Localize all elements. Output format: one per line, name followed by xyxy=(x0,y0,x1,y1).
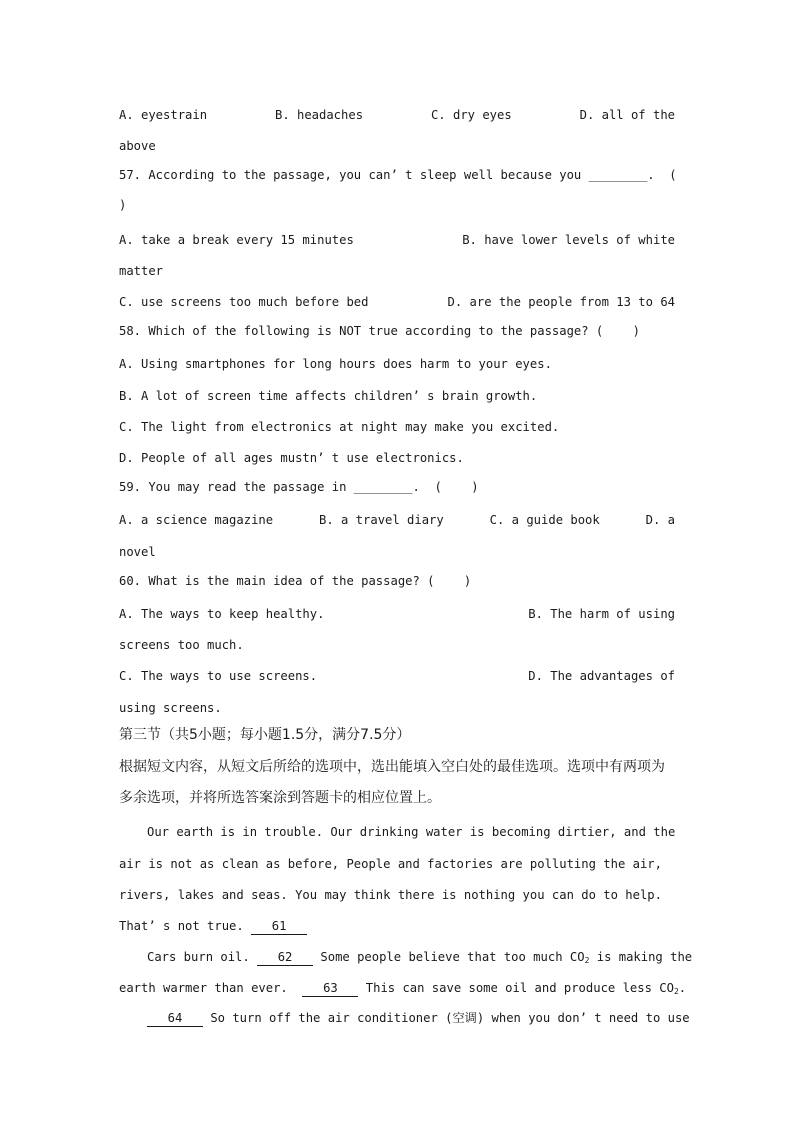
q59-option-b: B. a travel diary xyxy=(319,513,444,527)
passage-p1-line1: Our earth is in trouble. Our drinking water is becoming dirtier, and the xyxy=(147,825,676,839)
passage-p2-line2-a: earth warmer than ever. xyxy=(119,981,303,995)
q57-paren-close: ) xyxy=(119,198,127,212)
co2-subscript: 2 xyxy=(584,956,590,965)
passage-p2-line1-a: Cars burn oil. xyxy=(147,950,258,964)
section3-instructions-line2: 多余选项，并将所选答案涂到答题卡的相应位置上。 xyxy=(119,790,441,806)
q59-stem: 59. You may read the passage in ________. ( ) xyxy=(119,480,479,494)
blank-63: 63 xyxy=(302,980,358,997)
passage-p2-line1-b: Some people believe that too much CO xyxy=(313,950,585,964)
q59-options xyxy=(119,512,675,528)
q57-option-c: C. use screens too much before bed xyxy=(119,295,369,309)
q60-option-a: A. The ways to keep healthy. xyxy=(119,607,325,621)
q60-options-cd xyxy=(119,668,675,684)
blank-64: 64 xyxy=(147,1010,203,1027)
blank-61: 61 xyxy=(251,918,307,935)
q56-option-b: B. headaches xyxy=(274,108,364,122)
q56-option-a: A. eyestrain xyxy=(119,108,208,122)
q60-option-b: B. The harm of using xyxy=(528,607,675,621)
q57-option-a: A. take a break every 15 minutes xyxy=(119,233,354,247)
q58-option-c: C. The light from electronics at night may make you excited. xyxy=(119,420,560,434)
q57-option-d: D. are the people from 13 to 64 xyxy=(447,295,675,309)
q60-option-d-cont: using screens. xyxy=(119,701,222,715)
passage-p1-line3: rivers, lakes and seas. You may think there is nothing you can do to help. xyxy=(119,888,662,902)
q57-option-b: B. have lower levels of white xyxy=(462,233,675,247)
q56-option-d-cont: above xyxy=(119,139,156,153)
q60-option-d: D. The advantages of xyxy=(528,669,675,683)
q60-options-ab xyxy=(119,606,675,622)
q57-options-ab xyxy=(119,232,675,248)
q58-option-a: A. Using smartphones for long hours does harm to your eyes. xyxy=(119,357,552,371)
q59-option-c: C. a guide book xyxy=(489,513,600,527)
q59-option-d: D. a xyxy=(645,513,675,527)
q57-options-cd xyxy=(119,294,675,310)
section3-instructions-line1: 根据短文内容，从短文后所给的选项中，选出能填入空白处的最佳选项。选项中有两项为 xyxy=(119,759,665,775)
passage-p1-line4-text: That’ s not true. xyxy=(119,919,252,933)
passage-p3-line1 xyxy=(119,1010,690,1027)
passage-p2-line2 xyxy=(119,980,687,997)
q56-option-c: C. dry eyes xyxy=(430,108,512,122)
q60-option-b-cont: screens too much. xyxy=(119,638,244,652)
q57-option-b-cont: matter xyxy=(119,264,164,278)
passage-p2-line2-b: This can save some oil and produce less CO xyxy=(358,981,674,995)
q60-stem: 60. What is the main idea of the passage? ( ) xyxy=(119,574,472,588)
q59-option-d-cont: novel xyxy=(119,545,156,559)
passage-p1-line4 xyxy=(119,918,675,935)
co2-subscript: 2 xyxy=(673,987,679,996)
passage-p2-line2-c: . xyxy=(678,981,687,995)
q58-stem: 58. Which of the following is NOT true according to the passage? ( ) xyxy=(119,324,640,338)
passage-p3-line1-text: So turn off the air conditioner (空调) when you don’ t need to use xyxy=(203,1011,690,1025)
section3-heading: 第三节（共5小题；每小题1.5分，满分7.5分） xyxy=(119,727,411,743)
q60-option-c: C. The ways to use screens. xyxy=(119,669,318,683)
q58-option-b: B. A lot of screen time affects children’ s brain growth. xyxy=(119,389,538,403)
q59-option-a: A. a science magazine xyxy=(119,513,274,527)
q56-options xyxy=(119,107,675,123)
passage-p1-line2: air is not as clean as before, People and factories are polluting the air, xyxy=(119,857,662,871)
q56-option-d: D. all of the xyxy=(579,108,675,122)
q58-option-d: D. People of all ages mustn’ t use electronics. xyxy=(119,451,464,465)
blank-62: 62 xyxy=(257,949,313,966)
passage-p2-line1-c: is making the xyxy=(589,950,693,964)
q57-stem: 57. According to the passage, you can’ t sleep well because you ________. ( xyxy=(119,168,677,182)
passage-p2-line1 xyxy=(119,949,693,966)
